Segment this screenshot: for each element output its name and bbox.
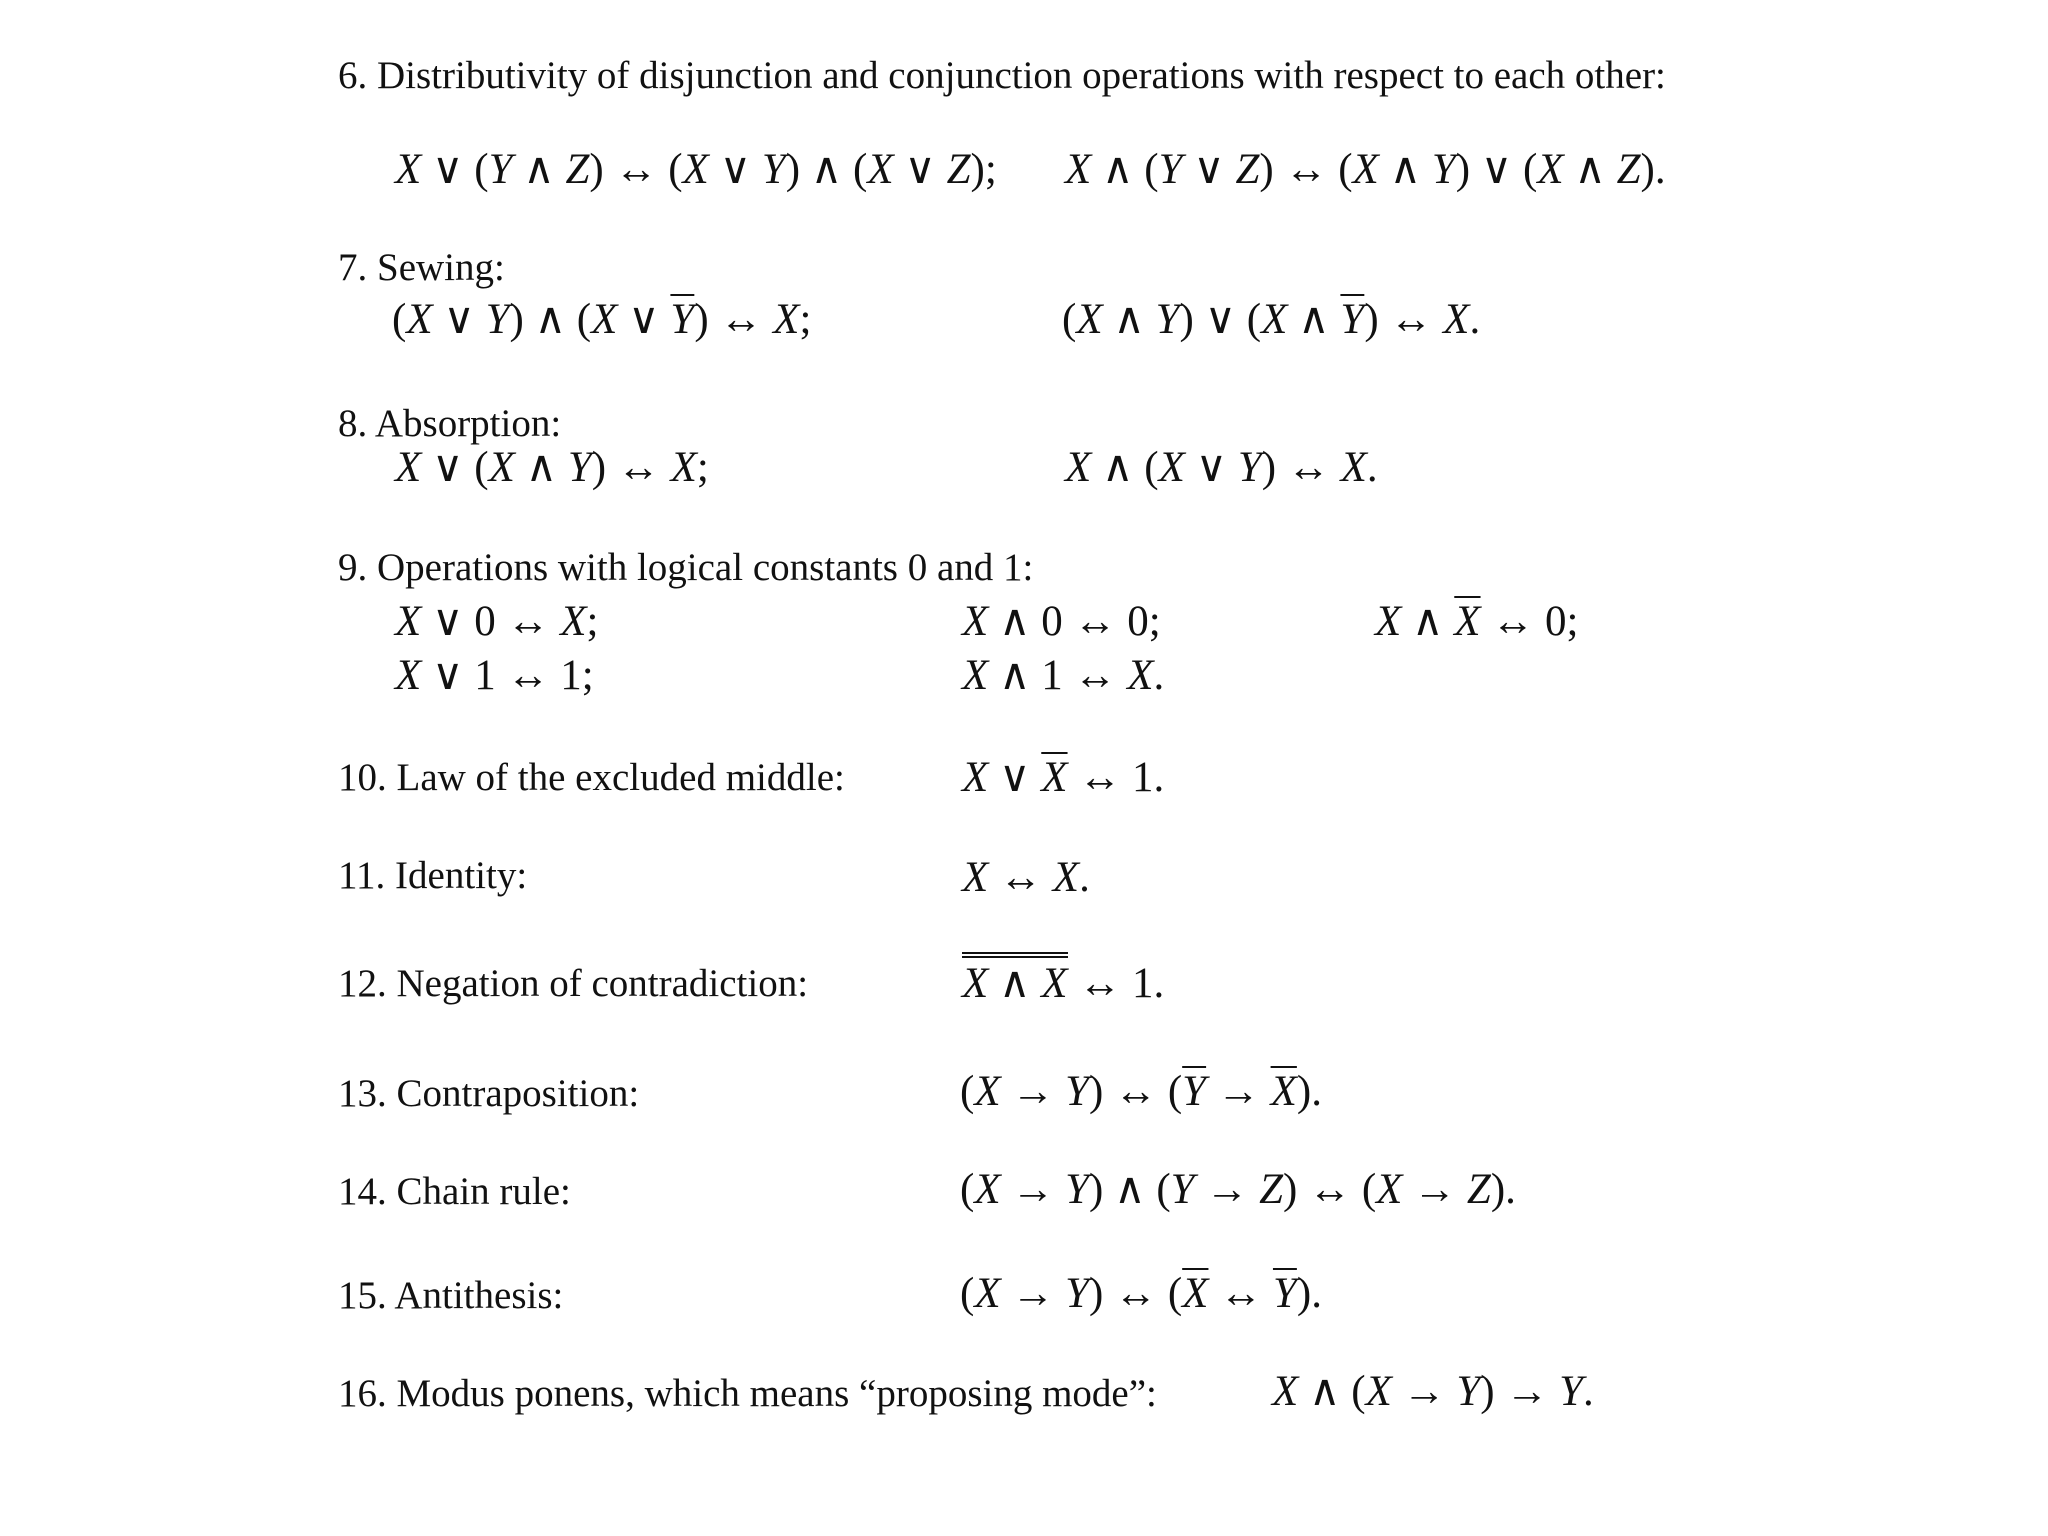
law-11-formula: X ↔ X. — [962, 854, 1090, 901]
law-6-formula-2: X ∧ (Y ∨ Z) ↔ (X ∧ Y) ∨ (X ∧ Z). — [1065, 146, 1666, 193]
law-13-title: 13. Contraposition: — [338, 1072, 640, 1115]
law-15-title: 15. Antithesis: — [338, 1274, 564, 1317]
law-12-formula: X ∧ X ↔ 1. — [962, 960, 1165, 1007]
law-8-formula-2: X ∧ (X ∨ Y) ↔ X. — [1065, 444, 1378, 491]
law-12-title: 12. Negation of contradiction: — [338, 962, 809, 1005]
law-9-formula-3: X ∧ $\overline{X}$ ↔ 0; — [1375, 598, 1579, 645]
law-9-formula-5: X ∧ 1 ↔ X. — [962, 652, 1165, 699]
law-7-title: 7. Sewing: — [338, 246, 505, 289]
law-9-formula-4: X ∨ 1 ↔ 1; — [395, 652, 594, 699]
law-6-title: 6. Distributivity of disjunction and conjunction operations with respect to each other: — [338, 54, 1666, 97]
law-10-formula: X ∨ $\overline{X}$ ↔ 1. — [962, 754, 1165, 801]
law-7-formula-1: (X ∨ Y) ∧ (X ∨ $\overline{Y}$) ↔ X; — [392, 296, 812, 343]
law-15-formula: (X → Y) ↔ ($\overline{X}$ ↔ $\overline{Y}$). — [960, 1270, 1322, 1317]
law-8-formula-1: X ∨ (X ∧ Y) ↔ X; — [395, 444, 709, 491]
law-13-formula: (X → Y) ↔ $(\overline{Y} \to \overline{X})$. — [960, 1068, 1322, 1115]
law-7-formula-2: (X ∧ Y) ∨ (X ∧ $\overline{Y}$) ↔ X. — [1062, 296, 1481, 343]
law-8-title: 8. Absorption: — [338, 402, 562, 445]
law-6-formula-1: X ∨ (Y ∧ Z) ↔ (X ∨ Y) ∧ (X ∨ Z); — [395, 146, 997, 193]
law-14-formula: (X → Y) ∧ (Y → Z) ↔ (X → Z). — [960, 1166, 1516, 1213]
law-10-title: 10. Law of the excluded middle: — [338, 756, 845, 799]
law-9-formula-2: X ∧ 0 ↔ 0; — [962, 598, 1161, 645]
law-11-title: 11. Identity: — [338, 854, 528, 897]
law-9-title: 9. Operations with logical constants 0 and 1: — [338, 546, 1034, 589]
law-14-title: 14. Chain rule: — [338, 1170, 571, 1213]
law-16-title: 16. Modus ponens, which means “proposing mode”: — [338, 1372, 1157, 1415]
law-9-formula-1: X ∨ 0 ↔ X; — [395, 598, 599, 645]
law-16-formula: X ∧ (X → Y) → Y. — [1272, 1368, 1594, 1415]
